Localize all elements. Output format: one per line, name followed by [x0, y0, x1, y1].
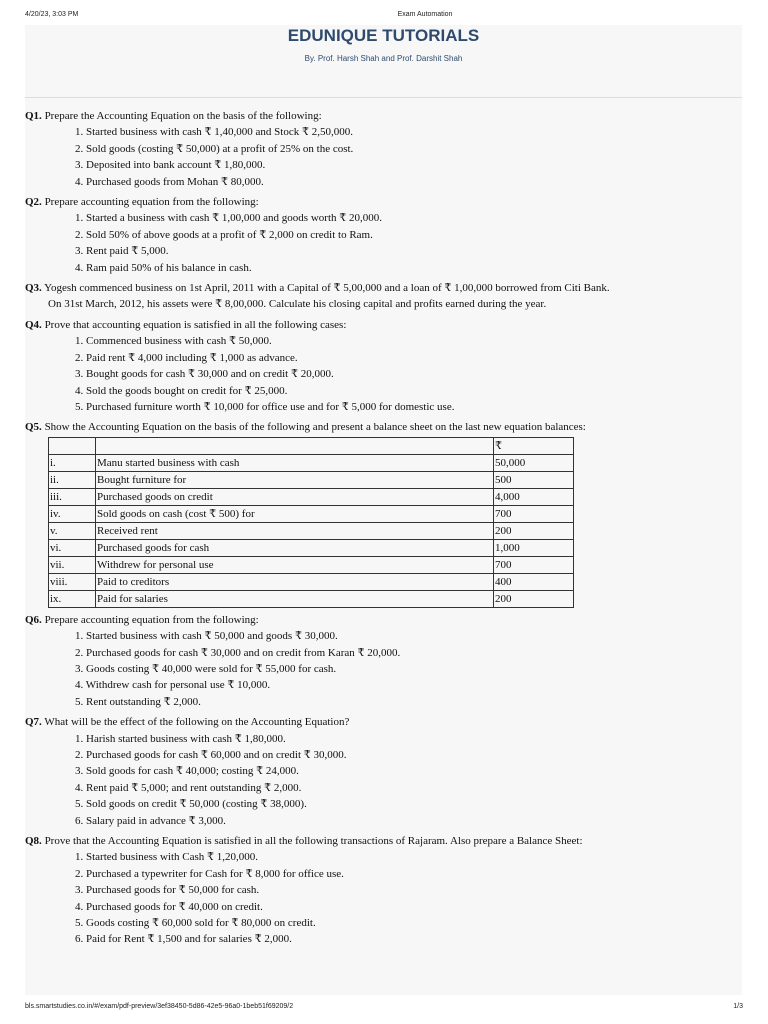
question-number: Q3. [25, 282, 42, 295]
table-cell: iii. [49, 488, 96, 505]
table-cell: Manu started business with cash [96, 454, 494, 471]
table-cell: Purchased goods on credit [96, 488, 494, 505]
question-number: Q2. [25, 196, 42, 209]
table-cell: Received rent [96, 522, 494, 539]
list-item: 5. Purchased furniture worth ₹ 10,000 for office use and for ₹ 5,000 for domestic use. [75, 400, 455, 413]
question-3 [25, 280, 742, 313]
question-text: What will be the effect of the following on the Accounting Equation? [44, 716, 350, 729]
table-cell: ix. [49, 590, 96, 607]
question-text: Yogesh commenced business on 1st April, 2011 with a Capital of ₹ 5,00,000 and a loan of ₹ 1,00,000 borrowed from Citi Bank. [44, 282, 610, 295]
list-item: 3. Deposited into bank account ₹ 1,80,000. [75, 159, 266, 172]
page-url: bls.smartstudies.co.in/#/exam/pdf-preview/3ef38450-5d86-42e5-96a0-1beb51f69209/2 [25, 1003, 294, 1010]
question-text: Prepare accounting equation from the following: [44, 196, 259, 209]
question-8 [25, 833, 742, 948]
brand-title: EDUNIQUE TUTORIALS [287, 26, 480, 45]
table-header-cell: ₹ [494, 437, 574, 454]
list-item: 2. Sold goods (costing ₹ 50,000) at a profit of 25% on the cost. [75, 142, 354, 155]
question-number: Q7. [25, 716, 42, 729]
question-text: Prove that accounting equation is satisfied in all the following cases: [44, 318, 347, 331]
header-divider [25, 97, 742, 98]
table-cell: 500 [494, 471, 574, 488]
question-text: Prove that the Accounting Equation is satisfied in all the following transactions of Rajaram. Also prepare a Balance Sheet: [44, 835, 583, 847]
list-item: 4. Rent paid ₹ 5,000; and rent outstanding ₹ 2,000. [75, 781, 302, 794]
list-item: 4. Purchased goods for ₹ 40,000 on credit. [75, 900, 263, 913]
question-number: Q1. [25, 110, 42, 122]
table-cell: Sold goods on cash (cost ₹ 500) for [96, 505, 494, 522]
item-list [25, 849, 742, 947]
table-cell: 700 [494, 505, 574, 522]
table-row [49, 573, 574, 590]
question-text: Prepare accounting equation from the following: [44, 613, 259, 626]
item-list [25, 731, 742, 829]
question-1 [25, 108, 742, 190]
list-item: 6. Paid for Rent ₹ 1,500 and for salaries ₹ 2,000. [75, 933, 292, 946]
table-cell: 50,000 [494, 454, 574, 471]
table-cell: Paid to creditors [96, 573, 494, 590]
list-item: 1. Started a business with cash ₹ 1,00,000 and goods worth ₹ 20,000. [75, 212, 382, 225]
table-cell: vi. [49, 539, 96, 556]
question-list [25, 108, 742, 952]
list-item: 1. Commenced business with cash ₹ 50,000. [75, 335, 272, 348]
print-header [0, 11, 768, 23]
table-cell: 4,000 [494, 488, 574, 505]
question-number: Q5. [25, 421, 42, 434]
table-row [49, 505, 574, 522]
question-text: Prepare the Accounting Equation on the basis of the following: [44, 110, 322, 122]
list-item: 3. Goods costing ₹ 40,000 were sold for ₹ 55,000 for cash. [75, 662, 337, 675]
list-item: 5. Sold goods on credit ₹ 50,000 (costing ₹ 38,000). [75, 798, 307, 811]
item-list [25, 124, 742, 190]
list-item: 3. Purchased goods for ₹ 50,000 for cash. [75, 884, 260, 897]
transactions-table [48, 437, 574, 608]
list-item: 3. Sold goods for cash ₹ 40,000; costing ₹ 24,000. [75, 765, 299, 778]
question-text: Show the Accounting Equation on the basis of the following and present a balance sheet on the last new equation balances: [44, 421, 586, 434]
question-number: Q4. [25, 318, 42, 331]
question-number: Q8. [25, 835, 42, 847]
table-cell: 1,000 [494, 539, 574, 556]
question-5 [25, 419, 742, 607]
print-datetime: 4/20/23, 3:03 PM [25, 11, 79, 18]
item-list [25, 628, 742, 710]
list-item: 2. Purchased a typewriter for Cash for ₹ 8,000 for office use. [75, 867, 344, 880]
print-footer [0, 1003, 768, 1015]
list-item: 5. Goods costing ₹ 60,000 sold for ₹ 80,000 on credit. [75, 917, 316, 930]
table-header-row [49, 437, 574, 454]
brand-subtitle: By. Prof. Harsh Shah and Prof. Darshit Shah [304, 54, 463, 63]
table-row [49, 471, 574, 488]
table-cell: ii. [49, 471, 96, 488]
question-6 [25, 612, 742, 710]
table-cell: i. [49, 454, 96, 471]
question-text-continued: On 31st March, 2012, his assets were ₹ 8,00,000. Calculate his closing capital and profits earned during the year. [48, 298, 547, 311]
table-row [49, 556, 574, 573]
item-list [25, 333, 742, 415]
table-cell: Withdrew for personal use [96, 556, 494, 573]
table-row [49, 488, 574, 505]
table-row [49, 522, 574, 539]
table-cell: Bought furniture for [96, 471, 494, 488]
table-cell: Paid for salaries [96, 590, 494, 607]
table-header-cell [49, 437, 96, 454]
question-7 [25, 714, 742, 829]
question-2 [25, 194, 742, 276]
table-cell: Purchased goods for cash [96, 539, 494, 556]
question-number: Q6. [25, 613, 42, 626]
table-cell: 700 [494, 556, 574, 573]
list-item: 1. Started business with cash ₹ 1,40,000 and Stock ₹ 2,50,000. [75, 126, 353, 139]
item-list [25, 210, 742, 276]
list-item: 4. Purchased goods from Mohan ₹ 80,000. [75, 175, 264, 188]
list-item: 4. Withdrew cash for personal use ₹ 10,000. [75, 679, 271, 692]
exam-page [25, 25, 742, 995]
table-row [49, 454, 574, 471]
list-item: 2. Purchased goods for cash ₹ 60,000 and on credit ₹ 30,000. [75, 748, 347, 761]
list-item: 1. Started business with cash ₹ 50,000 and goods ₹ 30,000. [75, 630, 338, 643]
table-cell: iv. [49, 505, 96, 522]
page-number: 1/3 [733, 1003, 743, 1010]
table-cell: 400 [494, 573, 574, 590]
table-cell: 200 [494, 590, 574, 607]
list-item: 4. Sold the goods bought on credit for ₹ 25,000. [75, 384, 288, 397]
question-4 [25, 317, 742, 415]
table-row [49, 590, 574, 607]
list-item: 1. Harish started business with cash ₹ 1,80,000. [75, 732, 286, 745]
list-item: 3. Rent paid ₹ 5,000. [75, 245, 169, 258]
list-item: 5. Rent outstanding ₹ 2,000. [75, 695, 201, 708]
list-item: 2. Sold 50% of above goods at a profit of ₹ 2,000 on credit to Ram. [75, 228, 373, 241]
table-header-cell [96, 437, 494, 454]
list-item: 4. Ram paid 50% of his balance in cash. [75, 261, 252, 274]
list-item: 6. Salary paid in advance ₹ 3,000. [75, 814, 226, 827]
list-item: 2. Paid rent ₹ 4,000 including ₹ 1,000 as advance. [75, 351, 298, 364]
list-item: 1. Started business with Cash ₹ 1,20,000. [75, 851, 258, 864]
list-item: 3. Bought goods for cash ₹ 30,000 and on credit ₹ 20,000. [75, 368, 334, 381]
list-item: 2. Purchased goods for cash ₹ 30,000 and on credit from Karan ₹ 20,000. [75, 646, 401, 659]
table-cell: 200 [494, 522, 574, 539]
table-cell: v. [49, 522, 96, 539]
print-title: Exam Automation [397, 11, 453, 18]
table-cell: vii. [49, 556, 96, 573]
table-cell: viii. [49, 573, 96, 590]
table-row [49, 539, 574, 556]
